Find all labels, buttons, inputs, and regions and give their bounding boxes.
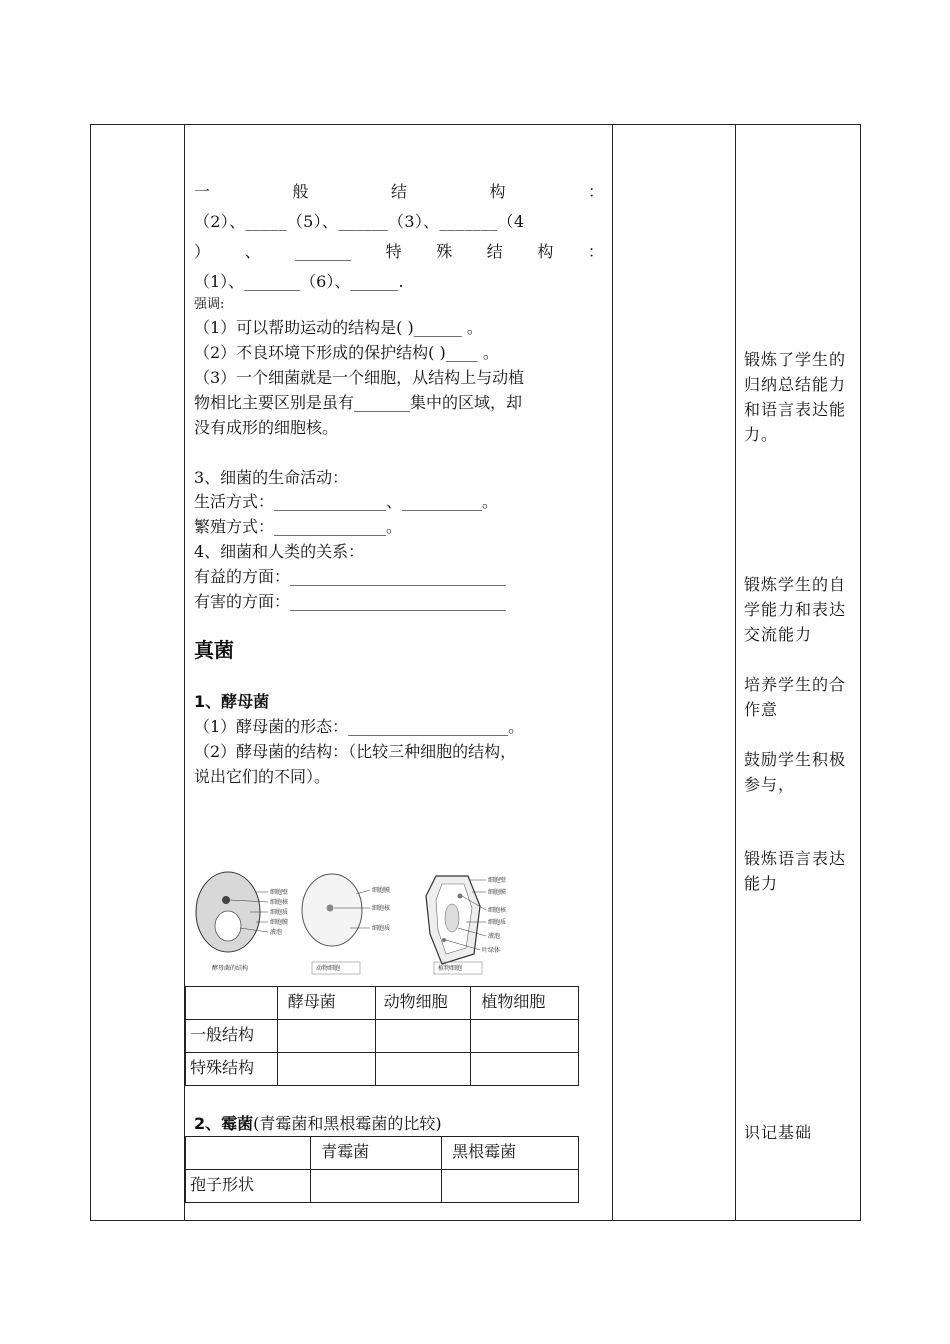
table-cell[interactable] [277, 1020, 375, 1053]
animal-label: 细胞核 [372, 905, 391, 912]
plant-label: 细胞膜 [488, 889, 507, 896]
char: 、 [244, 242, 261, 261]
table-cell[interactable] [471, 1053, 579, 1086]
mold-comparison-table [185, 1136, 579, 1203]
column-divider [612, 124, 613, 1220]
reproduction-mode-line: 繁殖方式：______________。 [194, 517, 403, 536]
char: ： [587, 182, 604, 201]
plant-label: 细胞核 [488, 907, 507, 914]
yeast-label: 细胞核 [270, 899, 289, 906]
table-cell[interactable] [442, 1170, 579, 1203]
fungi-heading: 真菌 [194, 638, 234, 662]
table-cell[interactable] [375, 1053, 471, 1086]
char: 般 [292, 182, 309, 201]
emphasis-item: 没有成形的细胞核。 [194, 418, 339, 437]
cell-comparison-figure [190, 866, 530, 978]
char: ： [587, 242, 604, 261]
animal-label: 细胞质 [372, 925, 391, 932]
living-mode-line: 生活方式：______________、__________。 [194, 492, 499, 511]
general-structure-blanks: （2）、_____（5）、______（3）、_______（4 [194, 212, 525, 231]
emphasis-item: 物相比主要区别是虽有_______集中的区域，却 [194, 393, 523, 412]
table-row [186, 1020, 579, 1053]
special-structure-line [194, 240, 604, 264]
emphasis-label: 强调: [194, 297, 225, 312]
table-header-cell: 青霉菌 [311, 1137, 442, 1170]
char: 特 [385, 242, 402, 261]
char: 殊 [436, 242, 453, 261]
animal-caption: 动物细胞 [316, 965, 341, 972]
yeast-label: 细胞壁 [270, 889, 289, 896]
animal-cell-diagram [302, 874, 391, 974]
table-cell [186, 1137, 311, 1170]
plant-label: 液泡 [488, 933, 501, 940]
char: 构 [489, 182, 506, 201]
mold-heading [194, 1112, 442, 1136]
table-cell[interactable] [311, 1170, 442, 1203]
char: 一 [194, 182, 211, 201]
table-cell[interactable] [471, 1020, 579, 1053]
teaching-note: 识记基础 [744, 1123, 813, 1142]
plant-caption: 植物细胞 [438, 965, 463, 972]
yeast-heading: 1、酵母菌 [194, 692, 270, 711]
table-cell[interactable] [375, 1020, 471, 1053]
plant-cell-diagram [426, 876, 507, 974]
teaching-note: 锻炼语言表达能力 [744, 849, 847, 893]
yeast-structure-line: 说出它们的不同）。 [194, 767, 331, 786]
table-header-cell: 植物细胞 [471, 987, 579, 1020]
table-header-row [186, 1137, 579, 1170]
yeast-label: 细胞质 [270, 909, 289, 916]
yeast-structure-line: （2）酵母菌的结构：（比较三种细胞的结构， [194, 742, 517, 761]
table-header-cell: 动物细胞 [375, 987, 471, 1020]
table-header-cell: 黑根霉菌 [442, 1137, 579, 1170]
table-cell [186, 987, 278, 1020]
table-row [186, 1170, 579, 1203]
cell-comparison-table [185, 986, 579, 1086]
plant-label: 叶绿体 [482, 947, 501, 954]
emphasis-item: （1）可以帮助运动的结构是( )______ 。 [194, 318, 483, 337]
beneficial-line: 有益的方面：___________________________ [194, 567, 507, 586]
table-row-label: 特殊结构 [186, 1053, 278, 1086]
animal-label: 细胞膜 [372, 887, 391, 894]
char: 构 [537, 242, 554, 261]
mold-title: 2、霉菌 [194, 1114, 254, 1133]
char: 结 [390, 182, 407, 201]
harmful-line: 有害的方面：___________________________ [194, 592, 507, 611]
mold-subtitle: (青霉菌和黑根霉菌的比较) [253, 1114, 442, 1133]
teaching-note: 鼓励学生积极参与， [744, 750, 847, 794]
yeast-caption: 酵母菌的结构 [212, 965, 249, 972]
teaching-note: 培养学生的合作意 [744, 675, 847, 719]
column-divider [735, 124, 736, 1220]
plant-label: 细胞质 [488, 919, 507, 926]
emphasis-item: （3）一个细菌就是一个细胞，从结构上与动植 [194, 368, 525, 387]
teaching-note: 锻炼了学生的归纳总结能力和语言表达能力。 [744, 350, 847, 444]
section-title: 4、细菌和人类的关系： [194, 542, 365, 561]
table-row [186, 1053, 579, 1086]
yeast-form-line: （1）酵母菌的形态：____________________。 [194, 717, 525, 736]
table-header-row [186, 987, 579, 1020]
special-structure-blanks: （1）、_______（6）、______. [194, 272, 404, 291]
table-cell[interactable] [277, 1053, 375, 1086]
plant-label: 细胞壁 [488, 877, 507, 884]
char: 结 [486, 242, 503, 261]
table-row-label: 一般结构 [186, 1020, 278, 1053]
emphasis-item: （2）不良环境下形成的保护结构( )____ 。 [194, 343, 499, 362]
yeast-cell-diagram [196, 872, 289, 972]
section-title: 3、细菌的生命活动： [194, 468, 349, 487]
table-row-label: 孢子形状 [186, 1170, 311, 1203]
yeast-label: 液泡 [270, 929, 283, 936]
blank: _______ [295, 242, 352, 261]
yeast-label: 细胞膜 [270, 919, 289, 926]
char: ） [194, 242, 211, 261]
general-structure-line [194, 180, 604, 204]
table-header-cell: 酵母菌 [277, 987, 375, 1020]
teaching-note: 锻炼学生的自学能力和表达交流能力 [744, 575, 847, 644]
